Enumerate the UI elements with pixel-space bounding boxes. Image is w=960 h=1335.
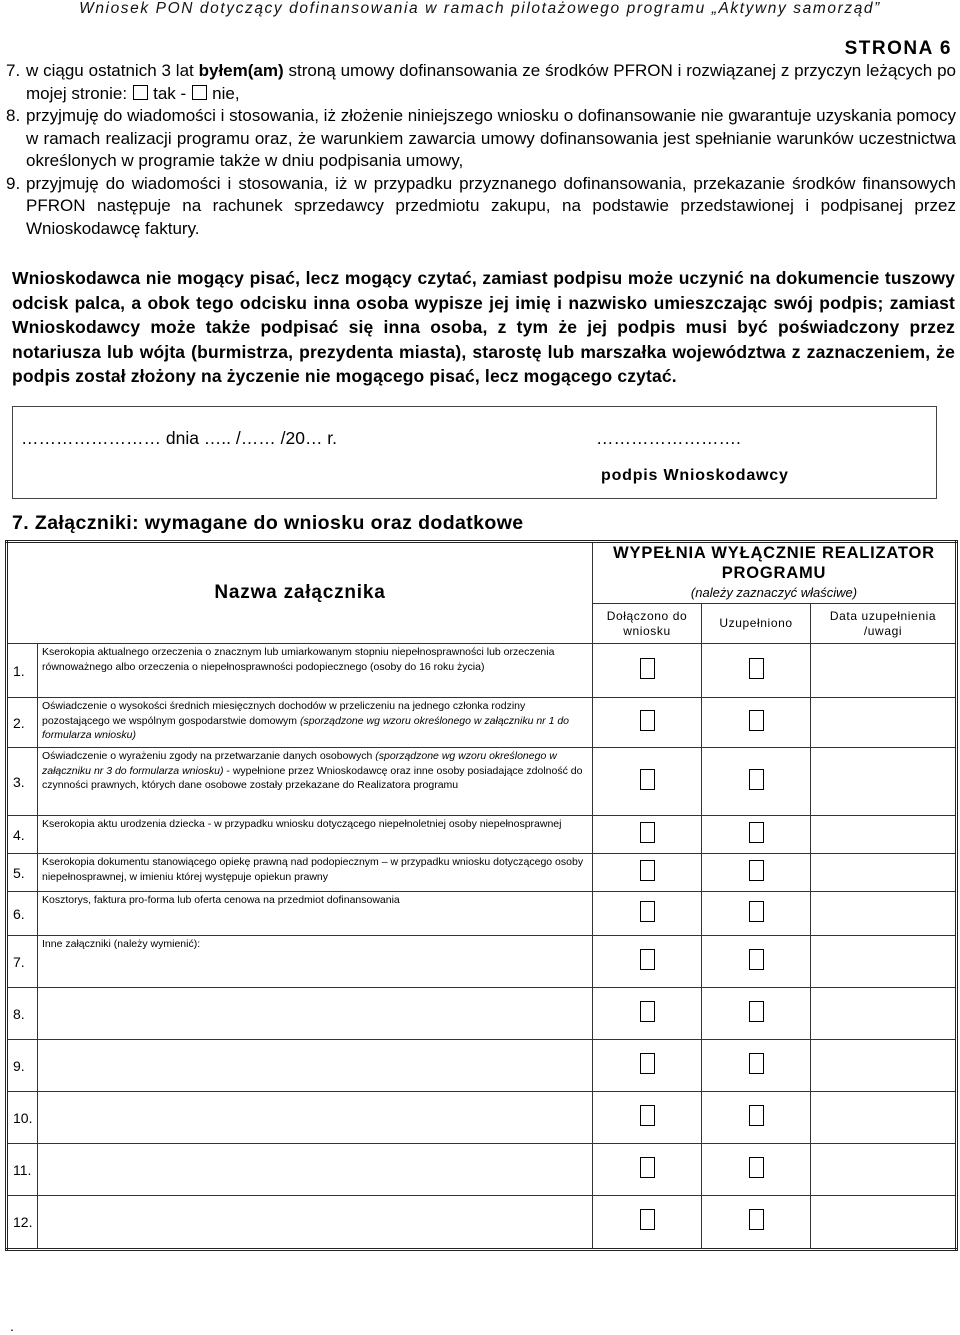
realizator-title: WYPEŁNIA WYŁĄCZNIE REALIZATOR PROGRAMU (613, 544, 935, 582)
page-number: STRONA 6 (844, 38, 952, 59)
table-row (7, 892, 957, 936)
completed-checkbox[interactable] (749, 822, 764, 843)
date-notes-cell[interactable] (811, 816, 957, 854)
date-notes-cell[interactable] (811, 1092, 957, 1144)
column-date-header: Data uzupełnienia /uwagi (811, 604, 957, 644)
table-row (7, 936, 957, 988)
completed-checkbox[interactable] (749, 1053, 764, 1074)
completed-checkbox[interactable] (749, 860, 764, 881)
column-attached-header: Dołączono do wniosku (593, 604, 702, 644)
row-description: Kserokopia dokumentu stanowiącego opiekę prawną nad podopiecznym – w przypadku wniosku dotyczącego osoby niepełnosprawnej, w imieniu której występuje opiekun prawny (38, 854, 593, 892)
completed-checkbox[interactable] (749, 1001, 764, 1022)
date-notes-cell[interactable] (811, 748, 957, 816)
column-name-header: Nazwa załącznika (7, 542, 593, 644)
date-notes-cell[interactable] (811, 988, 957, 1040)
attached-checkbox[interactable] (640, 710, 655, 731)
row-number: 8. (7, 988, 38, 1040)
item-number: 8. (6, 106, 21, 125)
date-notes-cell[interactable] (811, 854, 957, 892)
item-text: przyjmuję do wiadomości i stosowania, iż złożenie niniejszego wniosku o dofinansowanie nie gwarantuje uzyskania pomocy w ramach realizacji programu oraz, że warunkiem zawarcia umowy dofinansowania jest spełnianie warunków uczestnictwa określonych w programie także w dniu podpisania umowy, (26, 106, 956, 170)
row-description: Kserokopia aktu urodzenia dziecka - w przypadku wniosku dotyczącego niepełnoletniej osoby niepełnosprawnej (38, 816, 593, 854)
signature-box (12, 406, 937, 499)
row-description: Kserokopia aktualnego orzeczenia o znacznym lub umiarkowanym stopniu niepełnosprawności lub orzeczenia równoważnego albo orzeczenia o niepełnosprawności podopiecznego (osoby do 16 roku życia) (38, 644, 593, 698)
row-description[interactable] (38, 988, 593, 1040)
row-description: Kosztorys, faktura pro-forma lub oferta cenowa na przedmiot dofinansowania (38, 892, 593, 936)
attached-checkbox[interactable] (640, 901, 655, 922)
declaration-item-8 (6, 105, 956, 173)
signature-label: podpis Wnioskodawcy (601, 467, 789, 484)
attached-checkbox[interactable] (640, 1001, 655, 1022)
realizator-note: (należy zaznaczyć właściwe) (690, 585, 858, 600)
table-row (7, 816, 957, 854)
date-notes-cell[interactable] (811, 892, 957, 936)
attached-checkbox[interactable] (640, 1209, 655, 1230)
row-number: 3. (7, 748, 38, 816)
item-text: przyjmuję do wiadomości i stosowania, iż w przypadku przyznanego dofinansowania, przekazanie środków finansowych PFRON następuje na rachunek sprzedawcy przedmiotu zakupu, na podstawie przedstawionej i podpisanej przez Wnioskodawcę faktury. (26, 173, 956, 238)
attached-checkbox[interactable] (640, 1157, 655, 1178)
item-number: 9. (6, 173, 21, 193)
date-notes-cell[interactable] (811, 1144, 957, 1196)
row-number: 2. (7, 698, 38, 748)
row-description[interactable] (38, 1092, 593, 1144)
signature-line[interactable]: ……………………. (596, 428, 741, 448)
date-line[interactable]: …………………… dnia ….. /…… /20… r. (21, 428, 338, 448)
row-number: 10. (7, 1092, 38, 1144)
date-notes-cell[interactable] (811, 936, 957, 988)
completed-checkbox[interactable] (749, 658, 764, 679)
table-row (7, 748, 957, 816)
completed-checkbox[interactable] (749, 1105, 764, 1126)
row-description: Oświadczenie o wysokości średnich miesięcznych dochodów w przeliczeniu na jednego członka rodziny pozostającego we wspólnym gospodarstwie domowym (sporządzone wg wzoru określonego w załączniku nr 1 do formularza wniosku) (38, 698, 593, 748)
attachments-title: 7. Załączniki: wymagane do wniosku oraz dodatkowe (12, 512, 524, 534)
signature-notice: Wnioskodawca nie mogący pisać, lecz mogący czytać, zamiast podpisu może uczynić na dokumencie tuszowy odcisk palca, a obok tego odcisku inna osoba wypisze jej imię i nazwisko umieszczając swój podpis; zamiast Wnioskodawcy może także podpisać się inna osoba, z tym że jej podpis musi być poświadczony przez notariusza lub wójta (burmistrza, prezydenta miasta), starostę lub marszałka województwa z zaznaczeniem, że podpis został złożony na życzenie nie mogącego pisać, lecz mogącego czytać. (12, 268, 955, 386)
table-row (7, 1092, 957, 1144)
row-description[interactable] (38, 1040, 593, 1092)
attachments-table (5, 540, 958, 1251)
completed-checkbox[interactable] (749, 949, 764, 970)
row-number: 1. (7, 644, 38, 698)
row-number: 12. (7, 1196, 38, 1250)
row-description: Oświadczenie o wyrażeniu zgody na przetwarzanie danych osobowych (sporządzone wg wzoru określonego w załączniku nr 3 do formularza wniosku) - wypełnione przez Wnioskodawcę oraz inne osoby posiadające zdolność do czynności prawnych, których dane osobowe zostały przekazane do Realizatora programu (38, 748, 593, 816)
checkbox-yes[interactable] (133, 85, 148, 100)
option-yes-label: tak - (153, 83, 187, 103)
footer-mark: . (10, 1318, 14, 1334)
option-no-label: nie, (212, 83, 240, 103)
completed-checkbox[interactable] (749, 1209, 764, 1230)
table-row (7, 1144, 957, 1196)
date-notes-cell[interactable] (811, 698, 957, 748)
completed-checkbox[interactable] (749, 901, 764, 922)
attached-checkbox[interactable] (640, 658, 655, 679)
attached-checkbox[interactable] (640, 822, 655, 843)
attached-checkbox[interactable] (640, 949, 655, 970)
completed-checkbox[interactable] (749, 710, 764, 731)
row-number: 5. (7, 854, 38, 892)
item-number: 7. (6, 61, 21, 80)
table-row (7, 988, 957, 1040)
declaration-item-7 (6, 60, 956, 105)
declaration-list (6, 60, 956, 240)
date-notes-cell[interactable] (811, 1040, 957, 1092)
declaration-item-9 (6, 173, 956, 241)
row-description[interactable] (38, 1196, 593, 1250)
item-text: w ciągu ostatnich 3 lat byłem(am) stroną umowy dofinansowania ze środków PFRON i rozwiązanej z przyczyn leżących po mojej stronie: tak - nie, (26, 61, 957, 103)
table-row (7, 644, 957, 698)
attached-checkbox[interactable] (640, 1105, 655, 1126)
row-number: 7. (7, 936, 38, 988)
table-row (7, 698, 957, 748)
table-row (7, 854, 957, 892)
attached-checkbox[interactable] (640, 1053, 655, 1074)
table-row (7, 1040, 957, 1092)
row-number: 9. (7, 1040, 38, 1092)
row-number: 11. (7, 1144, 38, 1196)
completed-checkbox[interactable] (749, 1157, 764, 1178)
table-row (7, 1196, 957, 1250)
date-notes-cell[interactable] (811, 1196, 957, 1250)
checkbox-no[interactable] (192, 85, 207, 100)
date-notes-cell[interactable] (811, 644, 957, 698)
row-description: Inne załączniki (należy wymienić): (38, 936, 593, 988)
attached-checkbox[interactable] (640, 769, 655, 790)
realizator-header (593, 542, 957, 604)
column-completed-header: Uzupełniono (702, 604, 811, 644)
row-number: 4. (7, 816, 38, 854)
document-header: Wniosek PON dotyczący dofinansowania w ramach pilotażowego programu „Aktywny samorząd” (79, 0, 881, 17)
completed-checkbox[interactable] (749, 769, 764, 790)
attached-checkbox[interactable] (640, 860, 655, 881)
row-description[interactable] (38, 1144, 593, 1196)
row-number: 6. (7, 892, 38, 936)
